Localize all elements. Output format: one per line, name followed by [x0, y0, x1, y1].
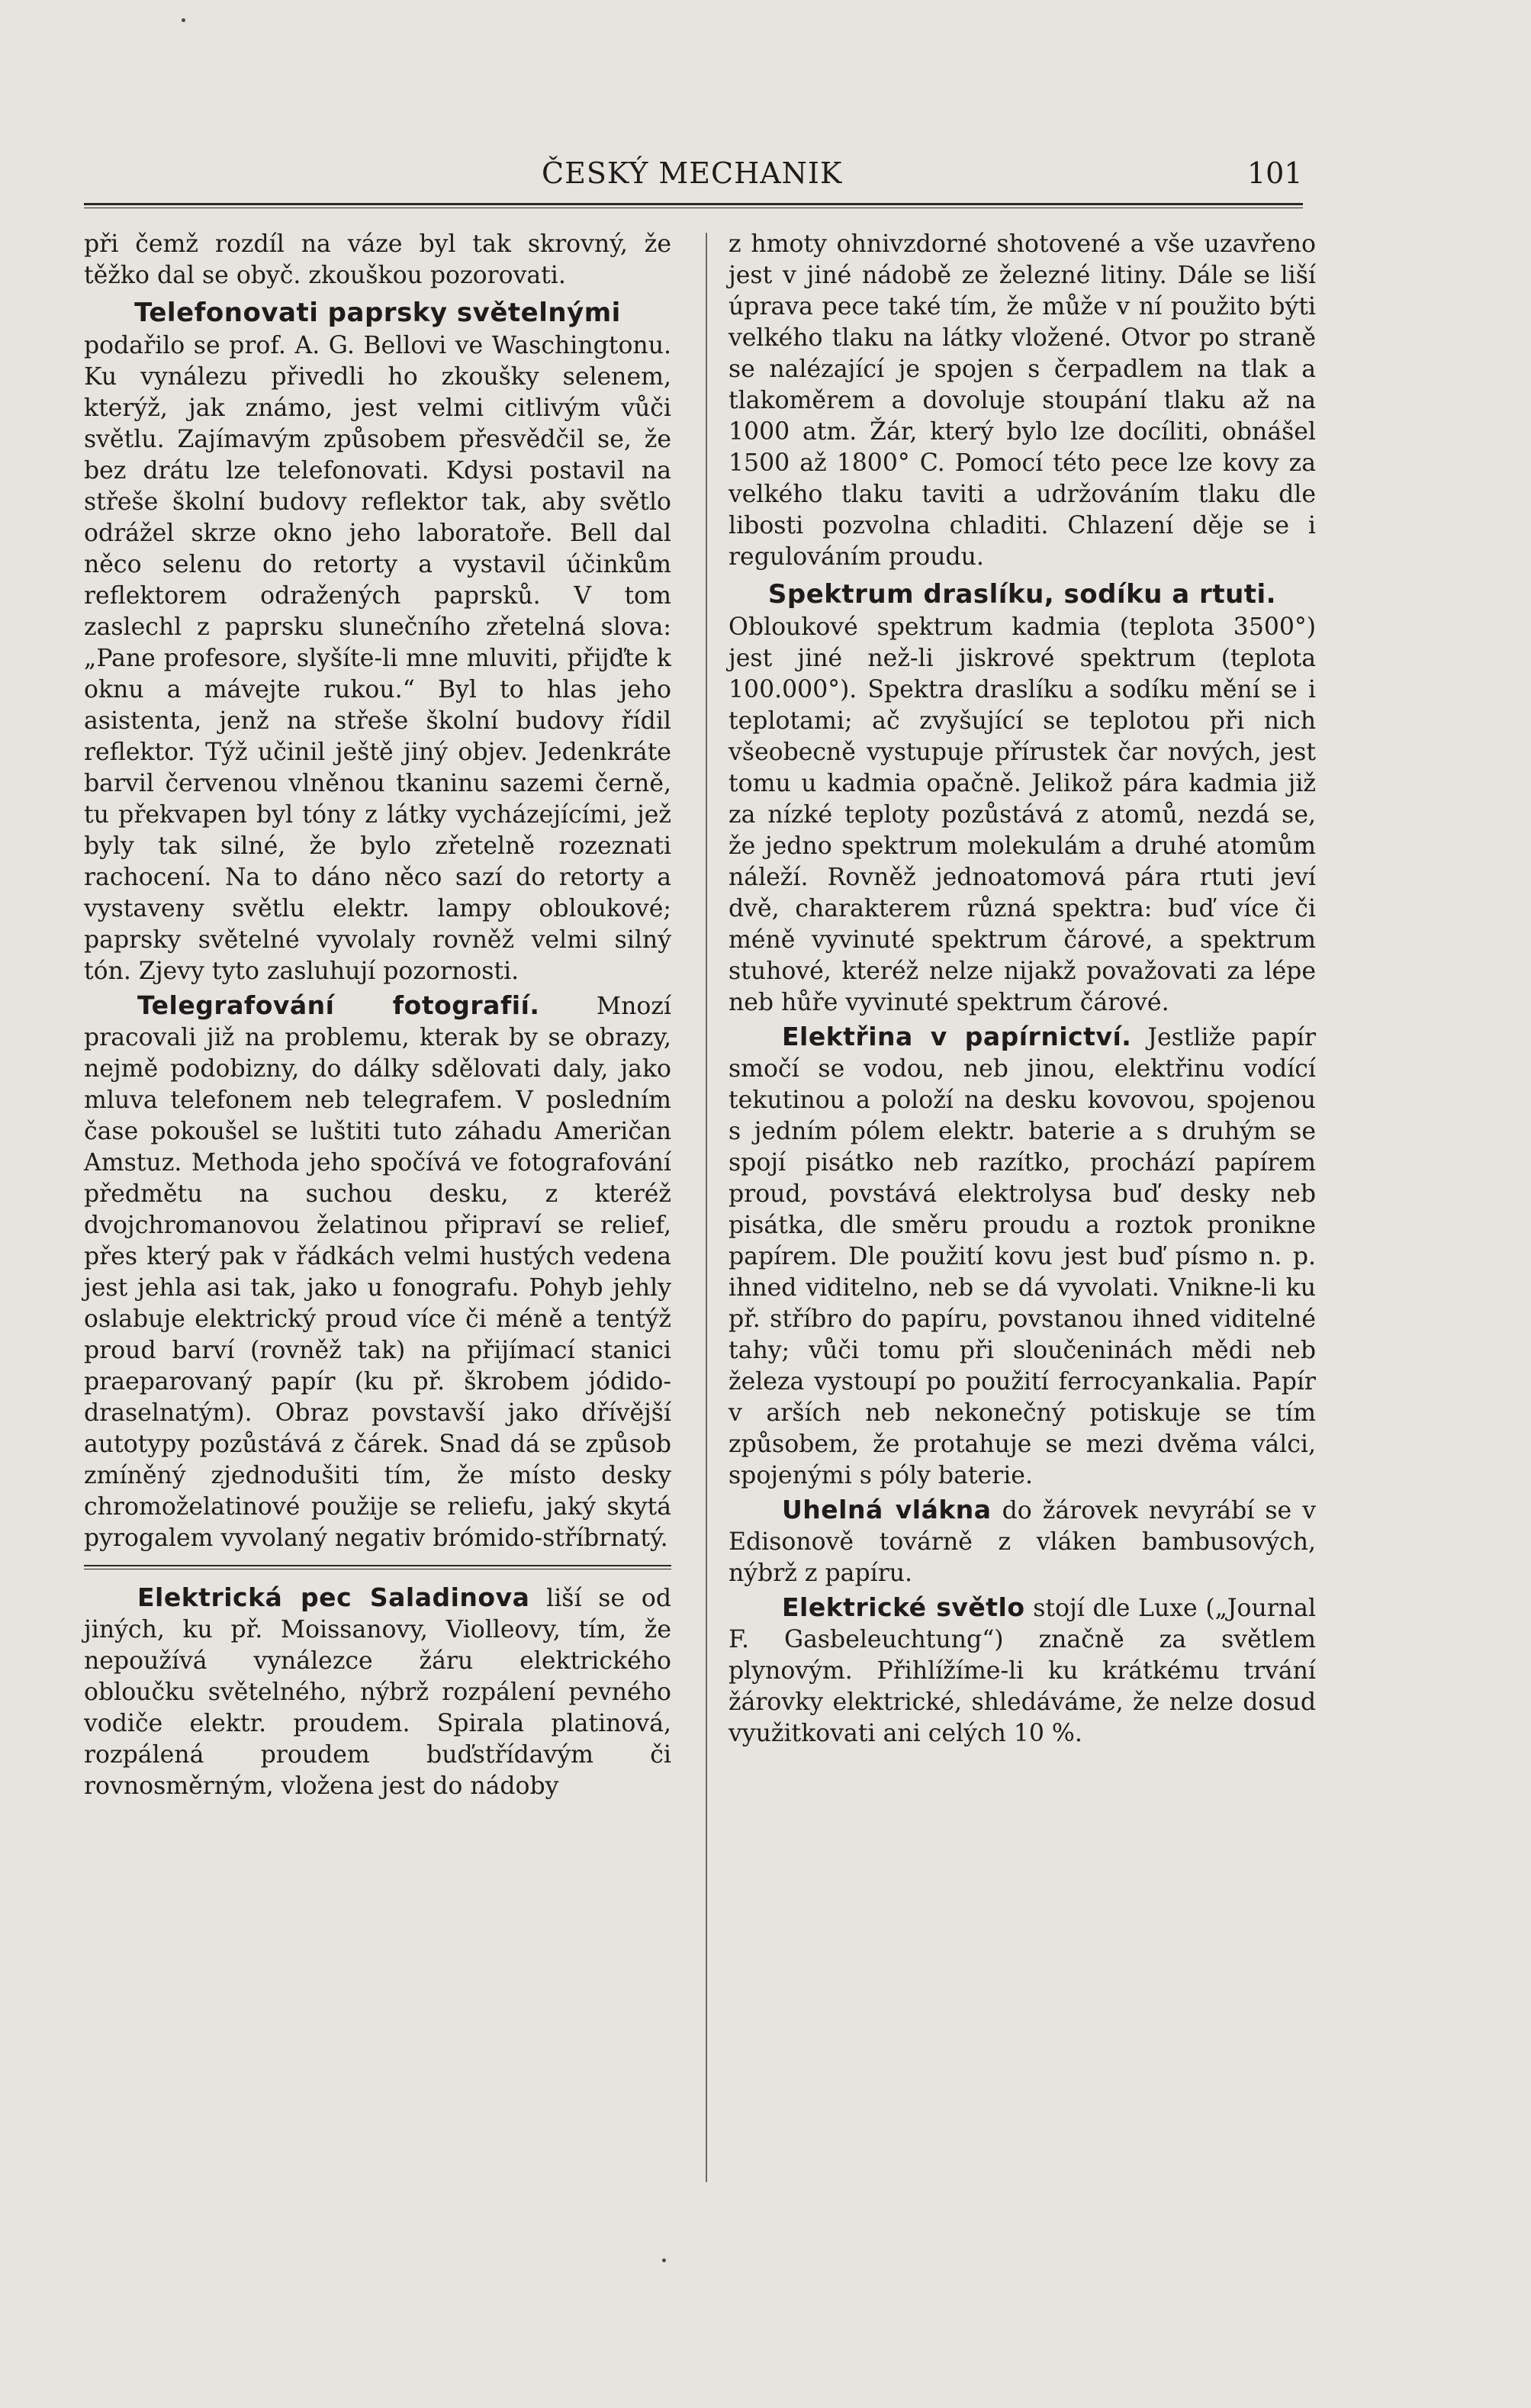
carbon-filaments-heading: Uhelná vlákna: [782, 1495, 992, 1524]
paper-mill-body: Jestliže papír smočí se vodou, neb jinou, elektřinu vodící tekutinou a položí na desku kovovou, spojenou s jedním pólem elektr. baterie a s druhým se spojí pisátko neb razítko, prochází papírem proud, povstává elektrolysa buď desky neb pisátka, dle směru proudu a roztok pronikne papírem. Dle použití kovu jest buď písmo n. p. ihned viditelno, neb se dá vyvolati. Vnikne-li ku př. stříbro do papíru, povstanou ihned viditelné tahy; vůči tomu při sloučeninách mědi neb železa vystoupí po použití ferrocyankalia. Papír v arších neb nekonečný potiskuje se tím způsobem, že protahuje se mezi dvěma válci, spojenými s póly baterie.: [729, 1024, 1317, 1489]
column-divider: [706, 233, 707, 2182]
furnace-paragraph: [84, 1582, 671, 1802]
furnace-continued: z hmoty ohnivzdorné shotovené a vše uzavřeno jest v jiné nádobě ze železné litiny. Dále se liší úprava pece také tím, že může v ní použito býti velkého tlaku na látky vložené. Otvor po straně se nalézající je spojen s čerpadlem na tlak a tlakoměrem a dovoluje stoupání tlaku až na 1000 atm. Žár, který bylo lze docíliti, obnášel 1500 až 1800° C. Pomocí této pece lze kovy za velkého tlaku taviti a udržováním tlaku dle libosti pozvolna chladiti. Chlazení děje se i regulováním proudu.: [729, 230, 1316, 571]
paper-mill-paragraph: [729, 1021, 1316, 1492]
paper-mill-heading: Elektřina v papírnictví.: [782, 1022, 1132, 1051]
electric-light-heading: Elektrické světlo: [782, 1592, 1025, 1622]
spectrum-body: Obloukové spektrum kadmia (teplota 3500°) jest jiné než-li jiskrové spektrum (teplota 100.000°). Spektra draslíku a sodíku mění se i teplotami; ač zvyšující se teplotou při nich všeobecně vystupuje přírustek čar nových, jest tomu u kadmia opačně. Jelikož pára kadmia již za nízké teploty pozůstává z atomů, nezdá se, že jedno spektrum molekulám a druhé atomům náleží. Rovněž jednoatomová pára rtuti jeví dvě, charakterem různá spektra: buď více či méně vyvinuté spektrum čárové, a spektrum stuhové, kteréž nelze nijakž považovati za lépe neb hůře vyvinuté spektrum čárové.: [729, 613, 1316, 1016]
carbon-filaments-paragraph: [729, 1494, 1316, 1589]
electric-light-paragraph: [729, 1592, 1316, 1750]
right-column: [729, 229, 1316, 1752]
telegraphy-paragraph: [84, 990, 671, 1554]
carbon-filaments-body: do žárovek nevyrábí se v Edisonově továrně z vláken bambusových, nýbrž z papíru.: [729, 1497, 1316, 1587]
intro-paragraph: při čemž rozdíl na váze byl tak skrovný, že těžko dal se obyč. zkouškou pozorovati.: [84, 230, 671, 289]
furnace-body: liší se od jiných, ku př. Moissanovy, Violleovy, tím, že nepoužívá vynálezce žáru elektrického obloučku světelného, nýbrž rozpálení pevného vodiče elektr. proudem. Spirala platinová, rozpálená proudem buďstřídavým či rovnosměrným, vložena jest do nádoby: [84, 1585, 672, 1800]
telegraphy-body: Mnozí pracovali již na problemu, kterak by se obrazy, nejmě podobizny, do dálky sdělovati daly, jako mluva telefonem neb telegrafem. V posledním čase pokoušel se luštiti tuto záhadu Američan Amstuz. Methoda jeho spočívá ve fotografování předmětu na suchou desku, z kteréž dvojchromanovou želatinou připraví se relief, přes který pak v řádkách velmi hustých vedena jest jehla asi tak, jako u fonografu. Pohyb jehly oslabuje elektrický proud více či méně a tentýž proud barví (rovněž tak) na přijímací stanici praeparovaný papír (ku př. škrobem jódido-draselnatým). Obraz povstavší jako dřívější autotypy pozůstává z čárek. Snad dá se způsob zmíněný zjednodušiti tím, že místo desky chromoželatinové použije se reliefu, jaký skytá pyrogalem vyvolaný negativ brómido-stříbrnatý.: [84, 993, 672, 1552]
spectrum-heading: Spektrum draslíku, sodíku a rtuti.: [767, 579, 1277, 610]
telegraphy-heading: Telegrafování fotografií.: [137, 990, 540, 1020]
telephone-heading: Telefonovati paprsky světelnými: [134, 298, 621, 328]
header-rule: [84, 203, 1303, 208]
paper-speck: [182, 18, 185, 22]
paper-speck: [662, 2258, 666, 2262]
running-title: ČESKÝ MECHANIK: [542, 156, 843, 190]
section-separator: [84, 1565, 671, 1569]
left-column: [84, 229, 671, 1804]
telephone-body: podařilo se prof. A. G. Bellovi ve Waschingtonu. Ku vynálezu přivedli ho zkoušky selenem, kterýž, jak známo, jest velmi citlivým vůči světlu. Zajímavým způsobem přesvědčil se, že bez drátu lze telefonovati. Kdysi postavil na střeše školní budovy reflektor tak, aby světlo odrážel skrze okno jeho laboratoře. Bell dal něco selenu do retorty a vystavil účinkům reflektorem odražených paprsků. V tom zaslechl z paprsku slunečního zřetelná slova: „Pane profesore, slyšíte-li mne mluviti, přijďte k oknu a mávejte rukou.“ Byl to hlas jeho asistenta, jenž na střeše školní budovy řídil reflektor. Týž učinil ještě jiný objev. Jedenkráte barvil červenou vlněnou tkaninu sazemi černě, tu překvapen byl tóny z látky vycházejícími, jež byly tak silné, že bylo zřetelně rozeznati rachocení. Na to dáno něco sazí do retorty a vystaveny světlu elektr. lampy obloukové; paprsky světelné vyvolaly rovněž velmi silný tón. Zjevy tyto zasluhují pozornosti.: [84, 332, 671, 985]
furnace-heading: Elektrická pec Saladinova: [137, 1582, 530, 1612]
page-header: [84, 156, 1304, 202]
page-number: 101: [1247, 156, 1303, 190]
electric-light-body: stojí dle Luxe („Journal F. Gasbeleuchtung“) značně za světlem plynovým. Přihlížíme-li ku krátkému trvání žárovky elektrické, shledáváme, že nelze dosud využitkovati ani celých 10 %.: [729, 1595, 1317, 1747]
